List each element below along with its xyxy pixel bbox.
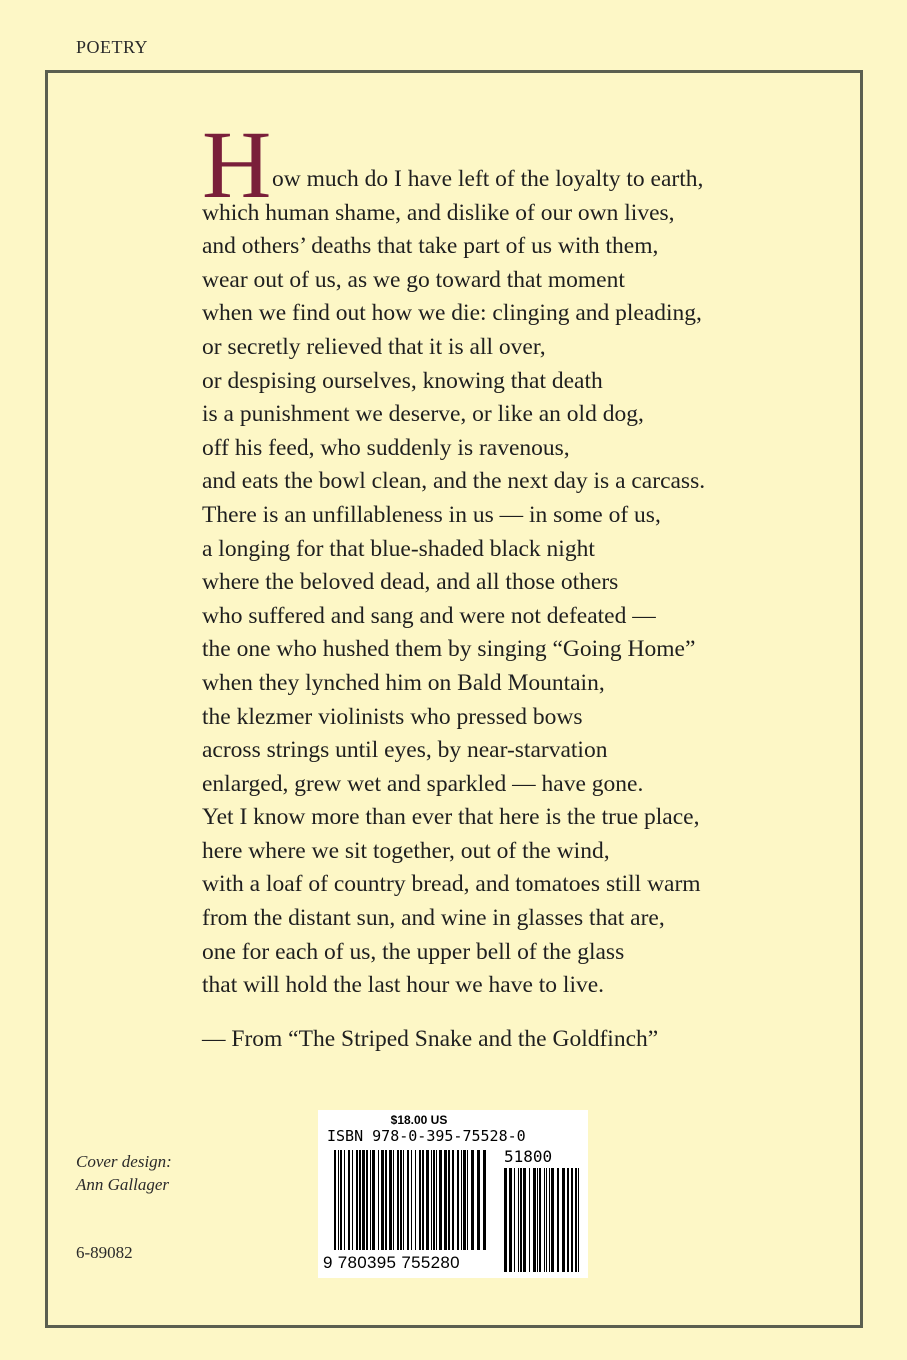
poem-line: is a punishment we deserve, or like an old dog, <box>202 401 644 428</box>
poem-line: or despising ourselves, knowing that death <box>202 367 603 394</box>
poem-line: across strings until eyes, by near-starvation <box>202 737 608 764</box>
barcode-bar <box>520 1168 522 1272</box>
barcode-bar <box>433 1150 435 1250</box>
barcode-bar <box>403 1150 404 1250</box>
barcode-bar <box>338 1150 339 1250</box>
barcode-bar <box>463 1150 466 1250</box>
poem-line: and eats the bowl clean, and the next day is a carcass. <box>202 468 706 495</box>
poem-line: Yet I know more than ever that here is the true place, <box>202 804 700 831</box>
poem-line: when they lynched him on Bald Mountain, <box>202 669 605 696</box>
barcode-price: $18.00 US <box>390 1113 448 1127</box>
cover-credit <box>76 1150 172 1196</box>
poem-line: one for each of us, the upper bell of the glass <box>202 938 625 965</box>
barcode-bar <box>578 1168 579 1272</box>
barcode-bar <box>436 1150 437 1250</box>
barcode-bar <box>448 1150 450 1250</box>
barcode-bar <box>407 1150 409 1250</box>
barcode-bar <box>567 1168 569 1272</box>
barcode-bar <box>348 1150 350 1250</box>
poem-line: or secretly relieved that it is all over, <box>202 333 546 360</box>
barcode-bar <box>372 1150 375 1250</box>
barcode-bar <box>518 1168 519 1272</box>
poem-first-line-text: ow much do I have left of the loyalty to earth, <box>272 166 704 192</box>
barcode-bar <box>344 1150 345 1250</box>
barcode-bar <box>422 1150 424 1250</box>
barcode-bar <box>426 1150 429 1250</box>
barcode-bar <box>381 1150 384 1250</box>
barcode-bar <box>385 1150 387 1250</box>
category-label: POETRY <box>76 37 149 57</box>
barcode-bar <box>439 1150 442 1250</box>
barcode-bar <box>356 1150 358 1250</box>
barcode-bar <box>444 1150 447 1250</box>
barcode-bar <box>549 1168 550 1272</box>
barcode-bar <box>362 1150 365 1250</box>
cover-credit-name: Ann Gallager <box>76 1175 170 1194</box>
barcode-bar <box>504 1168 507 1272</box>
barcode-bar <box>546 1168 547 1272</box>
barcode-bar <box>514 1168 515 1272</box>
barcode-bar <box>551 1168 554 1272</box>
item-code: 6-89082 <box>76 1243 133 1262</box>
poem-attribution: — From “The Striped Snake and the Goldfinch” <box>202 1026 659 1052</box>
poem-line: that will hold the last hour we have to live. <box>202 972 605 999</box>
barcode-bar <box>467 1150 468 1250</box>
barcode-bar <box>523 1168 526 1272</box>
barcode-box <box>318 1110 588 1278</box>
barcode-bar <box>461 1150 462 1250</box>
barcode-bar <box>471 1150 474 1250</box>
barcode-bar <box>397 1150 399 1250</box>
barcode-bar <box>544 1168 545 1272</box>
poem-line: when we find out how we die: clinging and pleading, <box>202 300 702 327</box>
poem-line: where the beloved dead, and all those others <box>202 569 619 596</box>
poem-line: a longing for that blue-shaded black night <box>202 535 595 562</box>
barcode-bar <box>366 1150 368 1250</box>
poem-line: and others’ deaths that take part of us with them, <box>202 233 659 260</box>
barcode-bar <box>533 1168 536 1272</box>
barcode-bar <box>419 1150 421 1250</box>
poem-line: who suffered and sang and were not defeated — <box>202 602 656 629</box>
barcode-bar <box>557 1168 559 1272</box>
barcode-main-bars <box>334 1150 486 1250</box>
barcode-addon-number: 51800 <box>504 1147 553 1166</box>
barcode-bar <box>562 1168 565 1272</box>
barcode-bar <box>477 1150 480 1250</box>
barcode-bar <box>509 1168 512 1272</box>
poem-line: the klezmer violinists who pressed bows <box>202 703 583 730</box>
barcode-bar <box>457 1150 459 1250</box>
barcode-bar <box>575 1168 577 1272</box>
poem <box>202 111 802 1003</box>
barcode-bar <box>370 1150 371 1250</box>
barcode-bar <box>539 1168 541 1272</box>
barcode-bar <box>352 1150 353 1250</box>
barcode-bar <box>483 1150 486 1250</box>
barcode-bar <box>389 1150 392 1250</box>
poem-line: here where we sit together, out of the wind, <box>202 837 610 864</box>
barcode-bar <box>393 1150 394 1250</box>
poem-line: from the distant sun, and wine in glasses that are, <box>202 905 665 932</box>
poem-line: enlarged, grew wet and sparkled — have gone. <box>202 770 644 797</box>
barcode-bar <box>411 1150 412 1250</box>
barcode-addon-bars <box>504 1168 579 1272</box>
poem-line: the one who hushed them by singing “Going Home” <box>202 636 696 663</box>
poem-line: with a loaf of country bread, and tomatoes still warm <box>202 871 701 898</box>
barcode-isbn: ISBN 978-0-395-75528-0 <box>327 1127 526 1145</box>
barcode-bar <box>431 1150 432 1250</box>
barcode-digits: 9 780395 755280 <box>323 1253 460 1272</box>
poem-line: There is an unfillableness in us — in some of us, <box>202 501 661 528</box>
barcode-bar <box>415 1150 416 1250</box>
poem-line: off his feed, who suddenly is ravenous, <box>202 434 570 461</box>
barcode-bar <box>452 1150 454 1250</box>
barcode-bar <box>537 1168 538 1272</box>
barcode-bar <box>334 1150 336 1250</box>
poem-lines <box>202 197 802 1003</box>
barcode-bar <box>359 1150 361 1250</box>
drop-cap: H <box>202 111 272 218</box>
cover-credit-label: Cover design: <box>76 1152 172 1171</box>
barcode-bar <box>400 1150 402 1250</box>
barcode-bar <box>529 1168 530 1272</box>
barcode-bar <box>571 1168 573 1272</box>
barcode-bar <box>340 1150 342 1250</box>
poem-line: wear out of us, as we go toward that moment <box>202 266 625 293</box>
barcode-bar <box>378 1150 379 1250</box>
poem-line: which human shame, and dislike of our own lives, <box>202 199 675 226</box>
